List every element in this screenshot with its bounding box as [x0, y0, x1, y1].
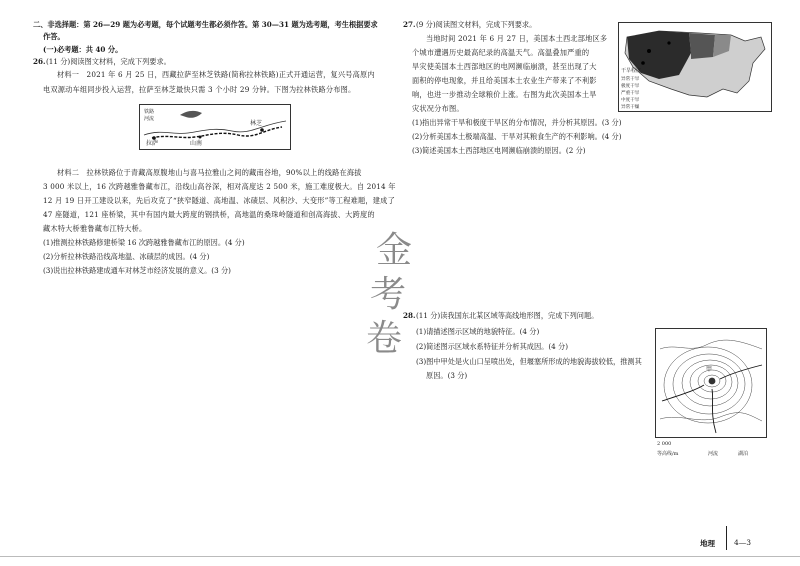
- q26-question2: (2)分析拉林铁路沿线高地温、冰碛层的成因。(4 分): [43, 252, 210, 261]
- map-label-lhasa: 拉萨: [146, 140, 159, 147]
- footer-subject: 地理: [700, 539, 715, 548]
- q27-question1: (1)指出异常干旱和极度干旱区的分布情况，并分析其原因。(3 分): [412, 118, 622, 127]
- drought-legend-item-3: 严重干旱: [621, 91, 640, 96]
- q27-text-line6: 灾状况分布图。: [412, 104, 464, 113]
- contour-legend-value: 2 000: [657, 441, 672, 447]
- q27-text-line1: 当地时间 2021 年 6 月 27 日，美国本土西北部地区多: [426, 34, 608, 43]
- lalin-railway-map: [139, 104, 291, 150]
- q27-question2: (2)分析美国本土极端高温、干旱对其粮食生产的不利影响。(4 分): [412, 132, 622, 141]
- drought-severe-area: [689, 33, 715, 59]
- q28-question1: (1)请描述图示区域的地貌特征。(4 分): [416, 327, 540, 336]
- section-heading-line1: 二、非选择题：第 26—29 题为必考题，每个试题考生都必须作答。第 30—31 题为选考题，考生根据要求: [33, 20, 378, 29]
- q28-question2: (2)简述图示区域水系特征并分析其成因。(4 分): [416, 342, 569, 351]
- q28-question3-line2: 原因。(3 分): [426, 371, 468, 380]
- watermark-char-1: 金: [376, 230, 413, 271]
- q28-lead: (11 分)读我国东北某区域等高线地形图，完成下列问题。: [416, 311, 599, 320]
- lalin-railway-map-svg: [140, 105, 290, 149]
- q26-material1-line2: 电双源动车组同步投入运营，拉萨至林芝最快只需 3 个小时 29 分钟。下图为拉林铁路分布图。: [43, 85, 356, 94]
- q27-text-line4: 面积的停电现象，并且给美国本土农业生产带来了不利影: [412, 76, 597, 85]
- drought-legend-item-4: 中度干旱: [621, 98, 640, 103]
- footer-page-number: 4—3: [734, 538, 752, 547]
- drought-spot-1: [647, 49, 651, 53]
- river-line: [144, 121, 286, 135]
- section-heading-line2: 作答。: [43, 32, 65, 41]
- map-legend-railway: 铁路: [144, 109, 155, 115]
- footer-divider: [726, 526, 727, 550]
- map-legend-river: 河流: [144, 116, 155, 122]
- contour-legend-lake: 湖泊: [738, 451, 749, 457]
- q26-lead: (11 分)阅读图文材料，完成下列要求。: [46, 57, 171, 66]
- watermark-char-3: 卷: [366, 318, 403, 359]
- q27-number: 27.: [403, 20, 416, 29]
- drought-spot-3: [641, 61, 645, 65]
- map-label-linzhi: 林芝: [250, 120, 263, 127]
- q26-material2-line5: 藏木特大桥雅鲁藏布江特大桥。: [43, 224, 147, 233]
- required-heading: (一)必考题：共 40 分。: [43, 45, 123, 54]
- drought-legend-item-2: 极度干旱: [621, 84, 640, 89]
- q26-number: 26.: [33, 57, 46, 66]
- q26-material2-line2: 3 000 米以上，16 次跨越雅鲁藏布江，沿线山高谷深，相对高度达 2 500 米，施工难度极大。自 2014 年: [43, 182, 396, 191]
- q26-material2-line4: 47 座隧道，121 座桥梁，其中有国内最大跨度的钢拱桥，高地温的桑珠岭隧道和创高海拔、大跨度的: [43, 210, 375, 219]
- lake-shape: [180, 111, 202, 118]
- crater-lake: [709, 378, 716, 385]
- q27-text-line2: 个城市遭遇历史最高纪录的高温天气。高温叠加严重的: [412, 48, 590, 57]
- drought-spot-2: [667, 41, 670, 44]
- linzhi-dot: [260, 128, 264, 132]
- watermark-char-2: 考: [370, 274, 407, 315]
- contour-legend-river: 河流: [708, 451, 719, 457]
- q27-question3: (3)简述美国本土西部地区电网濒临崩溃的原因。(2 分): [412, 146, 586, 155]
- us-drought-map: [618, 22, 772, 112]
- q28-question3-line1: (3)图中甲处是火山口呈喷出处，但堰塞所形成的地貌海拔较低，推测其: [416, 357, 642, 366]
- q26-question3: (3)说出拉林铁路建成通车对林芝市经济发展的意义。(3 分): [43, 266, 231, 275]
- contour-map: [655, 328, 767, 438]
- us-drought-map-svg: [619, 23, 771, 111]
- q26-material1-line1: 材料一 2021 年 6 月 25 日，西藏拉萨至林芝铁路(简称拉林铁路)正式开通运营，复兴号高原内: [57, 70, 375, 79]
- q26-question1: (1)推测拉林铁路修建桥梁 16 次跨越雅鲁藏布江的原因。(4 分): [43, 238, 245, 247]
- drought-legend-title: 干旱程度: [621, 68, 642, 74]
- q26-material2-line1: 材料二 拉林铁路位于青藏高原腹地山与喜马拉雅山之间的藏南谷地，90%以上的线路在海拔: [57, 168, 362, 177]
- page-bottom-edge: [0, 556, 800, 557]
- drought-legend-item-1: 异常干旱: [621, 77, 640, 82]
- contour-map-svg: [656, 329, 766, 437]
- drought-legend-item-5: 异常干燥: [621, 105, 640, 110]
- map-label-shannan: 山南: [190, 140, 203, 147]
- q28-number: 28.: [403, 311, 416, 320]
- q27-text-line5: 响，也进一步推动全球粮价上涨。右图为此次美国本土旱: [412, 90, 597, 99]
- contour-map-label-jia: 甲: [706, 366, 713, 373]
- q27-text-line3: 旱灾使美国本土西部地区的电网濒临崩溃，甚至出现了大: [412, 62, 597, 71]
- q26-material2-line3: 12 月 19 日开工建设以来，先后攻克了“狭窄隧道、高地温、冰碛层、风积沙、大变形”等工程难题，建成了: [43, 196, 395, 205]
- q27-lead: (9 分)阅读图文材料，完成下列要求。: [416, 20, 537, 29]
- contour-legend-contour: 等高线/m: [657, 451, 679, 457]
